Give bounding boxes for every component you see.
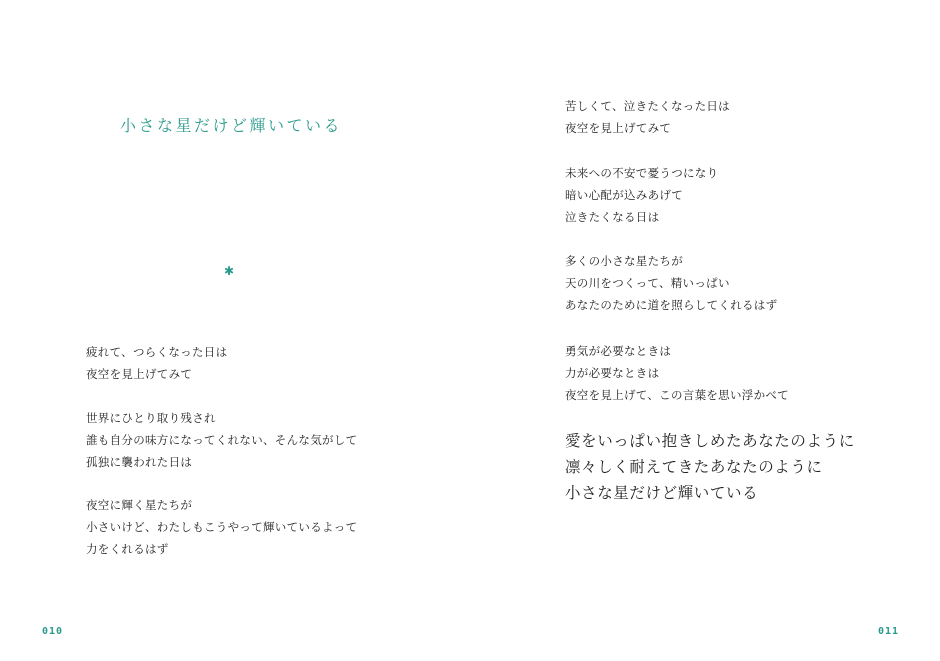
poem-line: 夜空を見上げて、この言葉を思い浮かべて [565,388,789,402]
poem-line: 泣きたくなる日は [565,210,660,224]
page-number-left: 010 [42,626,64,637]
poem-line: 世界にひとり取り残され [86,411,216,425]
poem-line: あなたのために道を照らしてくれるはず [565,298,778,312]
poem-line: 苦しくて、泣きたくなった日は [565,99,730,113]
poem-title: 小さな星だけど輝いている [120,116,343,135]
poem-line: 勇気が必要なときは [565,344,672,358]
poem-line: 力が必要なときは [565,366,660,380]
right-stanza-2 [565,162,718,228]
poem-line: 力をくれるはず [86,542,169,556]
poem-line: 夜空に輝く星たちが [86,498,193,512]
closing-line: 小さな星だけど輝いている [565,484,759,502]
poem-line: 未来への不安で憂うつになり [565,166,719,180]
left-stanza-3 [86,494,357,560]
closing-line: 凛々しく耐えてきたあなたのように [565,458,823,476]
poem-line: 多くの小さな星たちが [565,254,683,268]
closing-stanza [565,428,855,506]
right-stanza-4 [565,340,789,406]
right-page [470,0,940,661]
poem-line: 夜空を見上げてみて [565,121,672,135]
poem-line: 夜空を見上げてみて [86,367,193,381]
poem-line: 疲れて、つらくなった日は [86,345,228,359]
closing-line: 愛をいっぱい抱きしめたあなたのように [565,432,855,450]
poem-line: 孤独に襲われた日は [86,455,193,469]
left-stanza-2 [86,407,357,473]
poem-line: 小さいけど、わたしもこうやって輝いているよって [86,520,358,534]
left-stanza-1 [86,341,227,385]
poem-line: 誰も自分の味方になってくれない、そんな気がして [86,433,358,447]
poem-line: 暗い心配が込みあげて [565,188,683,202]
poem-line: 天の川をつくって、精いっぱい [565,276,730,290]
right-stanza-3 [565,250,777,316]
page-number-right: 011 [878,626,900,637]
right-stanza-1 [565,95,730,139]
asterisk-ornament-icon: ✱ [224,264,235,278]
